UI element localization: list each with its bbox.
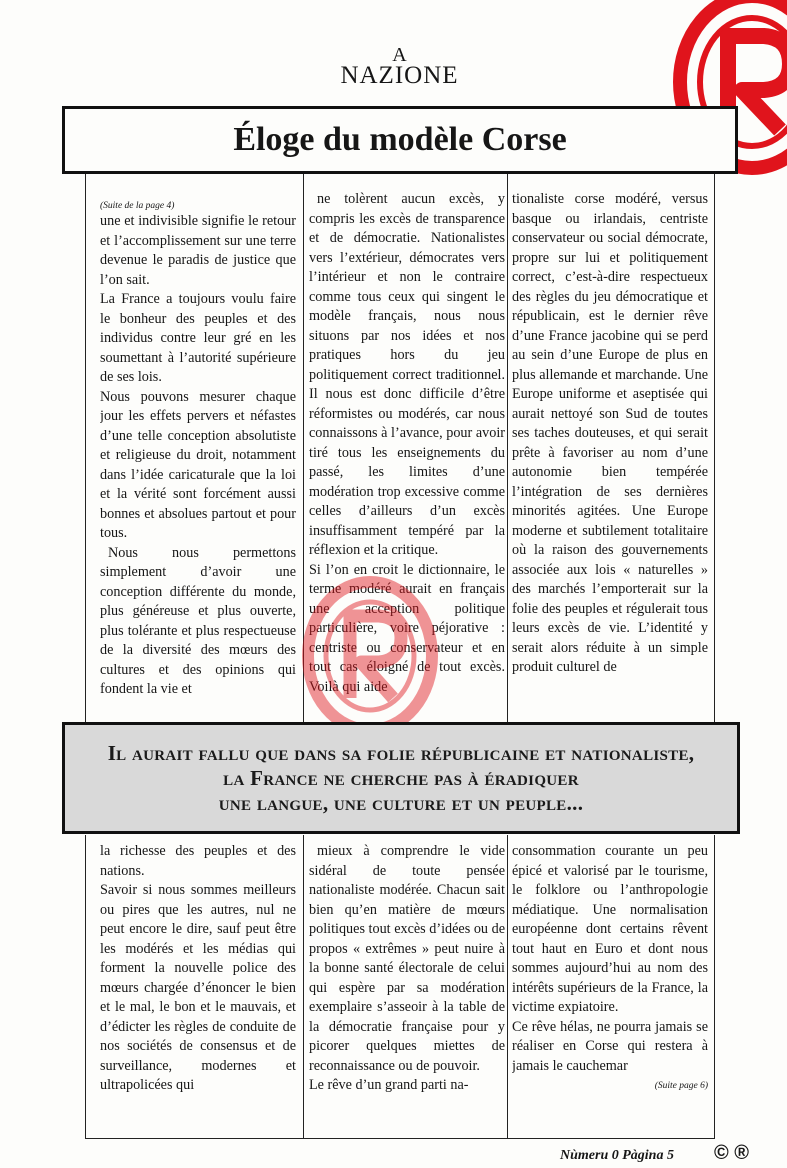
page-number: Nùmeru 0 Pàgina 5 (560, 1148, 674, 1163)
pull-quote (62, 722, 740, 834)
column-divider (507, 835, 508, 1138)
pull-quote-line: la France ne cherche pas à éradiquer (223, 765, 579, 790)
paragraph: Le rêve d’un grand parti na- (309, 1077, 469, 1093)
paragraph: une et indivisible signifie le retour et l’accomplissement sur une terre devenue le paradis de justice que l’on sait. (100, 213, 296, 288)
masthead-top: A (392, 44, 407, 66)
column-divider (507, 174, 508, 722)
article-title: Éloge du modèle Corse (233, 121, 567, 158)
bottom-column-2 (309, 842, 505, 1132)
paragraph: Si l’on en croit le dictionnaire, le terme modéré aurait en français une acception politique particulière, voire péjorative : centriste ou conservateur et en tout cas éloigné de tout excès. Voilà qui aide (309, 561, 505, 695)
column-divider (303, 835, 304, 1138)
registered-watermark-icon (275, 576, 465, 736)
paragraph: la richesse des peuples et des nations. (100, 843, 296, 879)
paragraph: tionaliste corse modéré, versus basque ou irlandais, centriste conservateur ou social démocrate, propre sur lui et politiquement correct, c’est-à-dire respectueux des règles du jeu démocratique et républicain, est le dernier rêve d’une France jacobine qui se perd au sein d’une Europe de plus en plus allemande et marchande. Une Europe uniforme et aseptisée qui aurait nettoyé son Sud de toutes ses taches douteuses, et qui serait prête à favoriser au nom d’une autonomie bien tempérée l’intégration de ses dernières minorités agitées. Une Europe moderne et subtilement totalitaire où la raison des gouvernements associée aux lois « naturelles » des marchés l’emporterait sur la folie des peuples et régulerait tous leurs excès de vie. L’identité y serait alors réduite à un simple produit culturel de (512, 191, 708, 675)
paragraph: Ce rêve hélas, ne pourra jamais se réaliser en Corse qui restera à jamais le cauchemar (512, 1018, 708, 1074)
paragraph: consommation courante un peu épicé et valorisé par le tourisme, le folklore ou l’anthropologie médiatique. Une normalisation européenne dont certains rêvent tout haut en Euro et dont nous sommes aujourd’hui au nom des intérêts supérieurs de la France, la victime expiatoire. (512, 843, 708, 1015)
paragraph: ne tolèrent aucun excès, y compris les excès de transparence et de démocratie. Nationalistes vers l’extérieur, démocrates vers l’intérieur et non le contraire comme tous ceux qui singent le modèle français, nous nous situons par nos idées et nos pratiques hors du jeu politiquement correct traditionnel. Il nous est donc difficile d’être réformistes ou modérés, car nous connaissons à l’avance, pour avoir tiré tous les enseignements du passé, les limites d’une modération trop excessive comme celles d’ailleurs d’un excès insuffisamment tempéré par la réflexion et la critique. (309, 191, 505, 558)
paragraph: Savoir si nous sommes meilleurs ou pires que les autres, nul ne peut encore le dire, sauf peut être les modérés et les médias qui forment la nouvelle police des mœurs chargée d’énoncer le bien et le mal, le bon et le mauvais, et d’édicter les règles de conduite de nos sociétés de consensus et de surveillance, modernes et ultrapolicées qui (100, 882, 296, 1093)
top-column-1 (100, 200, 296, 720)
bottom-column-3 (512, 842, 708, 1136)
continued-on-note: (Suite page 6) (654, 1081, 708, 1091)
masthead-title: NAZIONE (340, 62, 459, 89)
paragraph: Nous nous permettons simplement d’avoir une conception différente du monde, plus généreuse et plus ouverte, plus tolérante et plus respectueuse de la diversité des mœurs des cultures et des opinions qui fondent la vie et (100, 544, 296, 697)
top-column-3 (512, 190, 708, 720)
paragraph: mieux à comprendre le vide sidéral de toute pensée nationaliste modérée. Chacun sait bien qu’en matière de mœurs politiques tout excès d’idées ou de propos « extrêmes » peut nuire à la bonne santé électorale de celui qui espère par sa modération exemplaire s’asseoir à la table de la démocratie française pour y picorer quelques miettes de reconnaissance ou de pouvoir. (309, 843, 505, 1074)
paragraph: La France a toujours voulu faire le bonheur des peuples et des individus contre leur gré en les soumettant à l’autorité supérieure de ses lois. (100, 291, 296, 385)
title-box (62, 106, 738, 174)
copyright-mark: © ® (714, 1142, 750, 1164)
pull-quote-line: une langue, une culture et un peuple... (218, 790, 584, 815)
paragraph: Nous pouvons mesurer chaque jour les effets pervers et néfastes d’une telle conception absolutiste et religieuse du droit, notamment dans l’idée caricaturale que la loi et la vérité sont forcément aussi bonnes et absolues partout et pour tous. (100, 388, 296, 541)
bottom-column-1 (100, 842, 296, 1132)
continued-from-note: (Suite de la page 4) (100, 201, 175, 211)
pull-quote-line: Il aurait fallu que dans sa folie républicaine et nationaliste, (107, 740, 695, 765)
